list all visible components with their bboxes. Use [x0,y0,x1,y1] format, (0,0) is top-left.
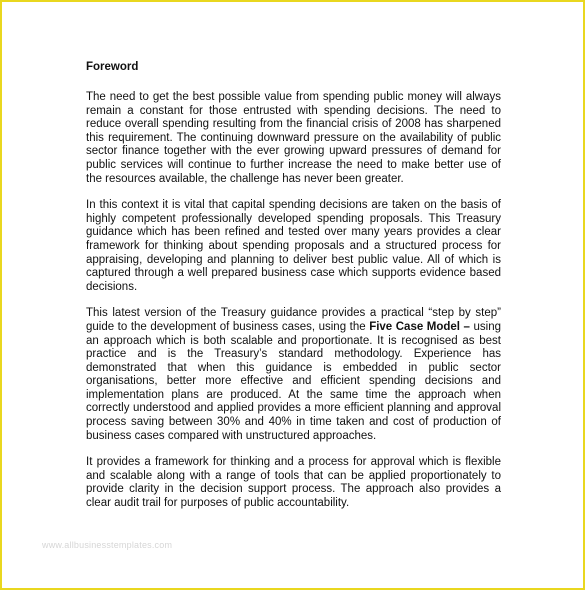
paragraph-3-text-after: using an approach which is both scalable and proportionate. It is recognised as best practice and is the Treasury’s standard methodology. Experience has demonstrated that when this guidance is embedded in public sector organisations, better more effective and efficient spending decisions and implementation plans are produced. At the same time the approach when correctly understood and applied provides a more efficient planning and approval process saving between 30% and 40% in time taken and cost of production of business cases compared with unstructured approaches. [86,320,501,442]
foreword-heading: Foreword [86,61,139,73]
paragraph-3 [86,307,501,443]
paragraph-2: In this context it is vital that capital spending decisions are taken on the basis of highly competent professionally developed spending proposals. This Treasury guidance which has been refined and tested over many years provides a clear framework for thinking about spending proposals and a structured process for appraising, developing and planning to deliver best public value. All of which is captured through a well prepared business case which supports evidence based decisions. [86,199,501,293]
paragraph-1: The need to get the best possible value from spending public money will always remain a constant for those entrusted with spending decisions. The need to reduce overall spending resulting from the financial crisis of 2008 has sharpened this requirement. The continuing downward pressure on the availability of public sector finance together with the ever growing upward pressures of demand for public services will continue to further increase the need to make better use of the resources available, the challenge has never been greater. [86,91,501,185]
document-body [86,60,501,524]
paragraph-4: It provides a framework for thinking and a process for approval which is flexible and scalable along with a range of tools that can be applied proportionately to provide clarity in the decision support process. The approach also provides a clear audit trail for purposes of public accountability. [86,456,501,510]
paragraph-3-text-before: This latest version of the Treasury guidance provides a practical “step by step” guide to the development of business cases, using the [86,307,501,333]
watermark-text: www.allbusinesstemplates.com [42,540,173,550]
five-case-model-bold: Five Case Model – [369,320,470,333]
